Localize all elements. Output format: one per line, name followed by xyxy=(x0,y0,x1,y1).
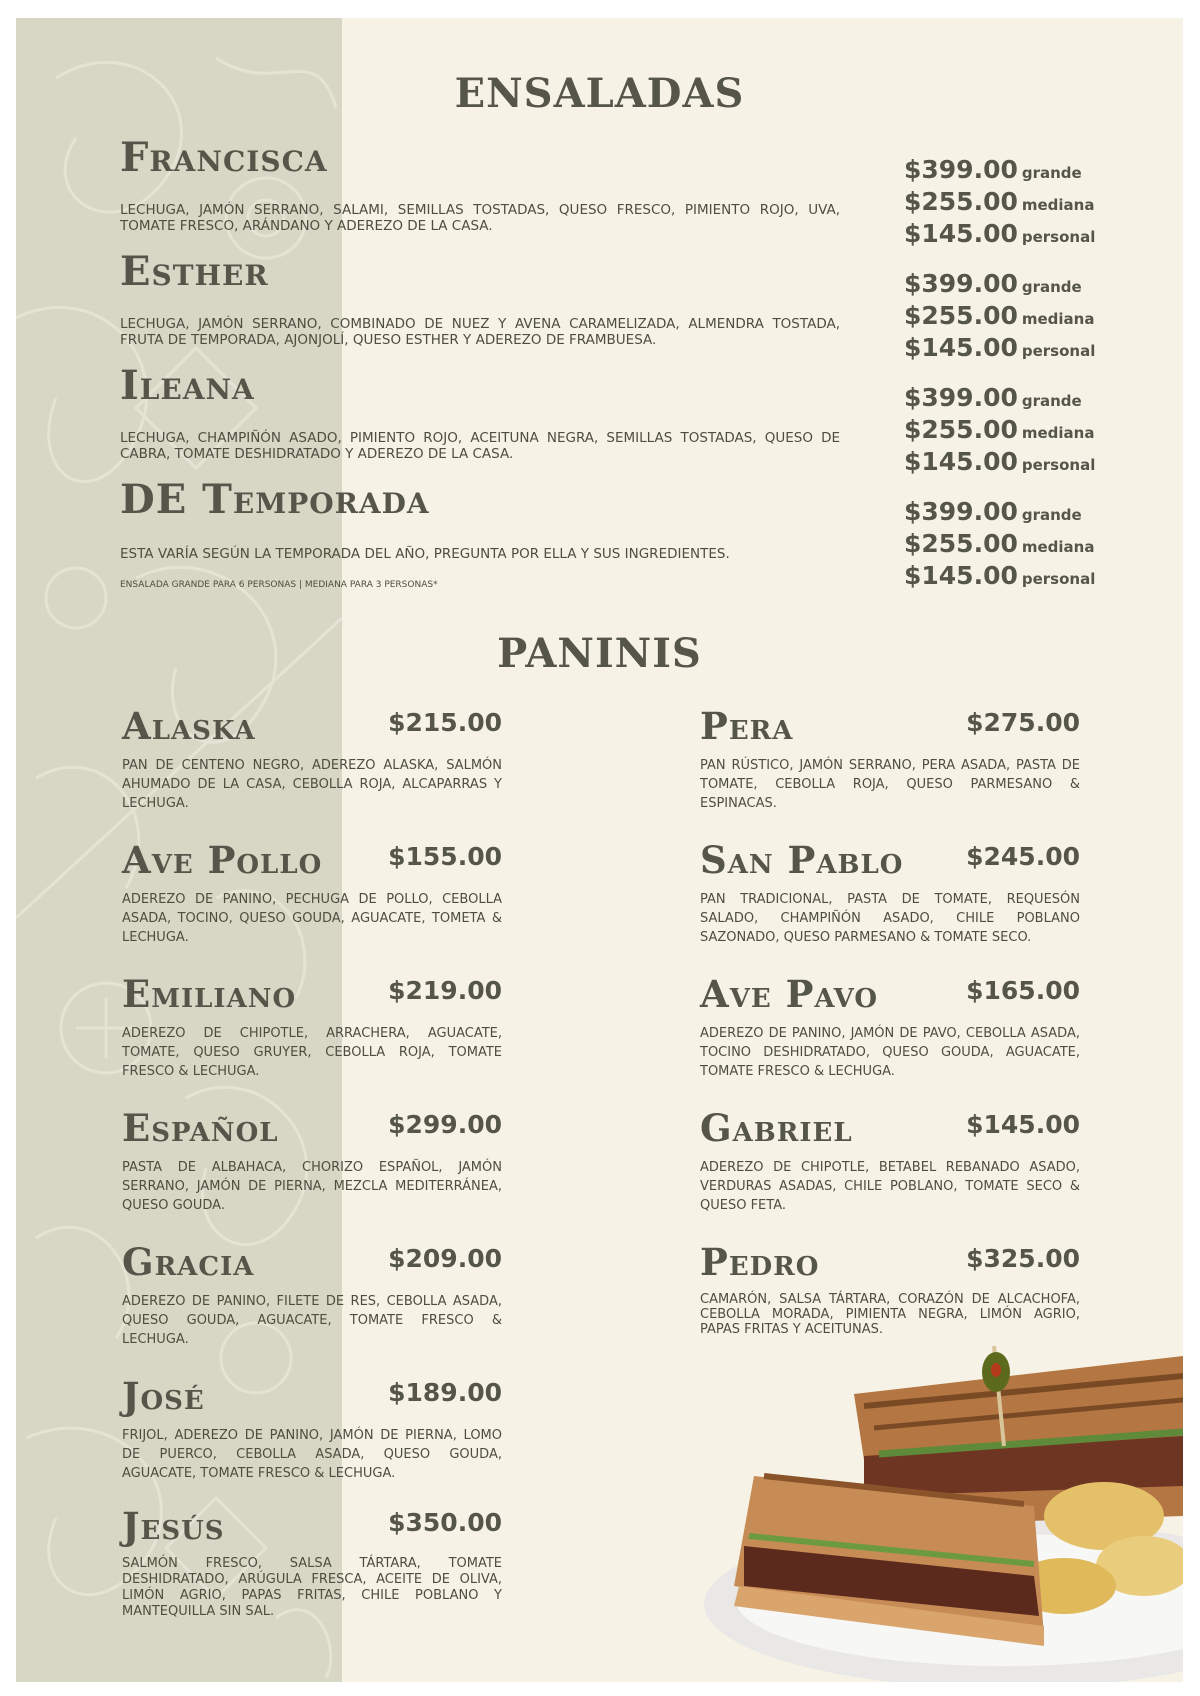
panini-price: $299.00 xyxy=(388,1110,502,1139)
salad-prices-francisca xyxy=(904,154,1104,250)
size-mediana: mediana xyxy=(1021,310,1095,328)
panini-price: $155.00 xyxy=(388,842,502,871)
price-personal: $145.00 xyxy=(904,333,1018,362)
price-grande: $399.00 xyxy=(904,269,1018,298)
panini-name: Ave Pavo xyxy=(700,972,879,1016)
panini-price: $209.00 xyxy=(388,1244,502,1273)
size-mediana: mediana xyxy=(1021,424,1095,442)
price-mediana: $255.00 xyxy=(904,415,1018,444)
price-grande: $399.00 xyxy=(904,383,1018,412)
panini-name: Gabriel xyxy=(700,1106,853,1150)
price-personal: $145.00 xyxy=(904,447,1018,476)
panini-name: Pera xyxy=(700,704,794,748)
panini-description: SALMÓN FRESCO, SALSA TÁRTARA, TOMATE DESHIDRATADO, ARÚGULA FRESCA, ACEITE DE OLIVA, LIMÓN AGRIO, PAPAS FRITAS, CHILE POBLANO Y MANTEQUILLA SIN SAL. xyxy=(122,1556,502,1619)
salad-desc-ileana: LECHUGA, CHAMPIÑÓN ASADO, PIMIENTO ROJO, ACEITUNA NEGRA, SEMILLAS TOSTADAS, QUESO DE CABRA, TOMATE DESHIDRATADO Y ADEREZO DE LA CASA. xyxy=(120,430,840,462)
price-grande: $399.00 xyxy=(904,497,1018,526)
size-mediana: mediana xyxy=(1021,196,1095,214)
salad-name-temporada: DE Temporada xyxy=(120,476,430,523)
price-personal: $145.00 xyxy=(904,219,1018,248)
size-grande: grande xyxy=(1021,164,1082,182)
salad-size-note: ENSALADA GRANDE PARA 6 PERSONAS | MEDIANA PARA 3 PERSONAS* xyxy=(120,580,438,590)
panini-price: $245.00 xyxy=(966,842,1080,871)
panini-price: $275.00 xyxy=(966,708,1080,737)
size-personal: personal xyxy=(1021,570,1096,588)
salad-prices-ileana xyxy=(904,382,1104,478)
salad-prices-esther xyxy=(904,268,1104,364)
size-personal: personal xyxy=(1021,342,1096,360)
salad-name-ileana: Ileana xyxy=(120,362,255,409)
panini-price: $165.00 xyxy=(966,976,1080,1005)
paninis-title: PANINIS xyxy=(497,630,702,677)
price-mediana: $255.00 xyxy=(904,529,1018,558)
panini-description: PAN DE CENTENO NEGRO, ADEREZO ALASKA, SALMÓN AHUMADO DE LA CASA, CEBOLLA ROJA, ALCAPARRAS Y LECHUGA. xyxy=(122,758,502,811)
price-personal: $145.00 xyxy=(904,561,1018,590)
salad-name-esther: Esther xyxy=(120,248,269,295)
panini-description: PAN TRADICIONAL, PASTA DE TOMATE, REQUESÓN SALADO, CHAMPIÑÓN ASADO, CHILE POBLANO SAZONADO, QUESO PARMESANO & TOMATE SECO. xyxy=(700,892,1080,945)
panini-name: Gracia xyxy=(122,1240,255,1284)
salad-desc-temporada: ESTA VARÍA SEGÚN LA TEMPORADA DEL AÑO, PREGUNTA POR ELLA Y SUS INGREDIENTES. xyxy=(120,546,730,562)
panini-price: $215.00 xyxy=(388,708,502,737)
panini-price: $325.00 xyxy=(966,1244,1080,1273)
panini-description: PAN RÚSTICO, JAMÓN SERRANO, PERA ASADA, PASTA DE TOMATE, CEBOLLA ROJA, QUESO PARMESANO & ESPINACAS. xyxy=(700,758,1080,811)
salad-name-francisca: Francisca xyxy=(120,134,328,181)
size-mediana: mediana xyxy=(1021,538,1095,556)
price-mediana: $255.00 xyxy=(904,187,1018,216)
panini-description: PASTA DE ALBAHACA, CHORIZO ESPAÑOL, JAMÓN SERRANO, JAMÓN DE PIERNA, MEZCLA MEDITERRÁNEA, QUESO GOUDA. xyxy=(122,1160,502,1213)
panini-name: Ave Pollo xyxy=(122,838,323,882)
panini-price: $145.00 xyxy=(966,1110,1080,1139)
panini-description: ADEREZO DE CHIPOTLE, ARRACHERA, AGUACATE, TOMATE, QUESO GRUYER, CEBOLLA ROJA, TOMATE FRESCO & LECHUGA. xyxy=(122,1026,502,1079)
price-grande: $399.00 xyxy=(904,155,1018,184)
salad-prices-temporada xyxy=(904,496,1104,592)
panini-name: Jesús xyxy=(122,1504,225,1548)
ensaladas-title: ENSALADAS xyxy=(454,70,745,117)
panini-name: Alaska xyxy=(122,704,256,748)
menu-page xyxy=(16,18,1183,1682)
panini-name: San Pablo xyxy=(700,838,904,882)
salad-desc-francisca: LECHUGA, JAMÓN SERRANO, SALAMI, SEMILLAS TOSTADAS, QUESO FRESCO, PIMIENTO ROJO, UVA, TOMATE FRESCO, ARÁNDANO Y ADEREZO DE LA CASA. xyxy=(120,202,840,234)
size-grande: grande xyxy=(1021,278,1082,296)
size-grande: grande xyxy=(1021,506,1082,524)
panini-price: $189.00 xyxy=(388,1378,502,1407)
panini-description: FRIJOL, ADEREZO DE PANINO, JAMÓN DE PIERNA, LOMO DE PUERCO, CEBOLLA ASADA, QUESO GOUDA, AGUACATE, TOMATE FRESCO & LECHUGA. xyxy=(122,1428,502,1481)
panini-description: ADEREZO DE CHIPOTLE, BETABEL REBANADO ASADO, VERDURAS ASADAS, CHILE POBLANO, TOMATE SECO & QUESO FETA. xyxy=(700,1160,1080,1213)
panini-price: $219.00 xyxy=(388,976,502,1005)
panini-sandwich-photo xyxy=(704,1336,1183,1682)
panini-name: Emiliano xyxy=(122,972,297,1016)
panini-name: José xyxy=(122,1374,205,1418)
panini-description: ADEREZO DE PANINO, FILETE DE RES, CEBOLLA ASADA, QUESO GOUDA, AGUACATE, TOMATE FRESCO & LECHUGA. xyxy=(122,1294,502,1347)
panini-description: ADEREZO DE PANINO, JAMÓN DE PAVO, CEBOLLA ASADA, TOCINO DESHIDRATADO, QUESO GOUDA, AGUACATE, TOMATE FRESCO & LECHUGA. xyxy=(700,1026,1080,1079)
panini-name: Español xyxy=(122,1106,279,1150)
panini-price: $350.00 xyxy=(388,1508,502,1537)
panini-description: CAMARÓN, SALSA TÁRTARA, CORAZÓN DE ALCACHOFA, CEBOLLA MORADA, PIMIENTA NEGRA, LIMÓN AGRIO, PAPAS FRITAS Y ACEITUNAS. xyxy=(700,1292,1080,1337)
price-mediana: $255.00 xyxy=(904,301,1018,330)
panini-description: ADEREZO DE PANINO, PECHUGA DE POLLO, CEBOLLA ASADA, TOCINO, QUESO GOUDA, AGUACATE, TOMETA & LECHUGA. xyxy=(122,892,502,945)
size-grande: grande xyxy=(1021,392,1082,410)
size-personal: personal xyxy=(1021,228,1096,246)
salad-desc-esther: LECHUGA, JAMÓN SERRANO, COMBINADO DE NUEZ Y AVENA CARAMELIZADA, ALMENDRA TOSTADA, FRUTA DE TEMPORADA, AJONJOLÍ, QUESO ESTHER Y ADEREZO DE FRAMBUESA. xyxy=(120,316,840,348)
panini-name: Pedro xyxy=(700,1240,820,1284)
size-personal: personal xyxy=(1021,456,1096,474)
